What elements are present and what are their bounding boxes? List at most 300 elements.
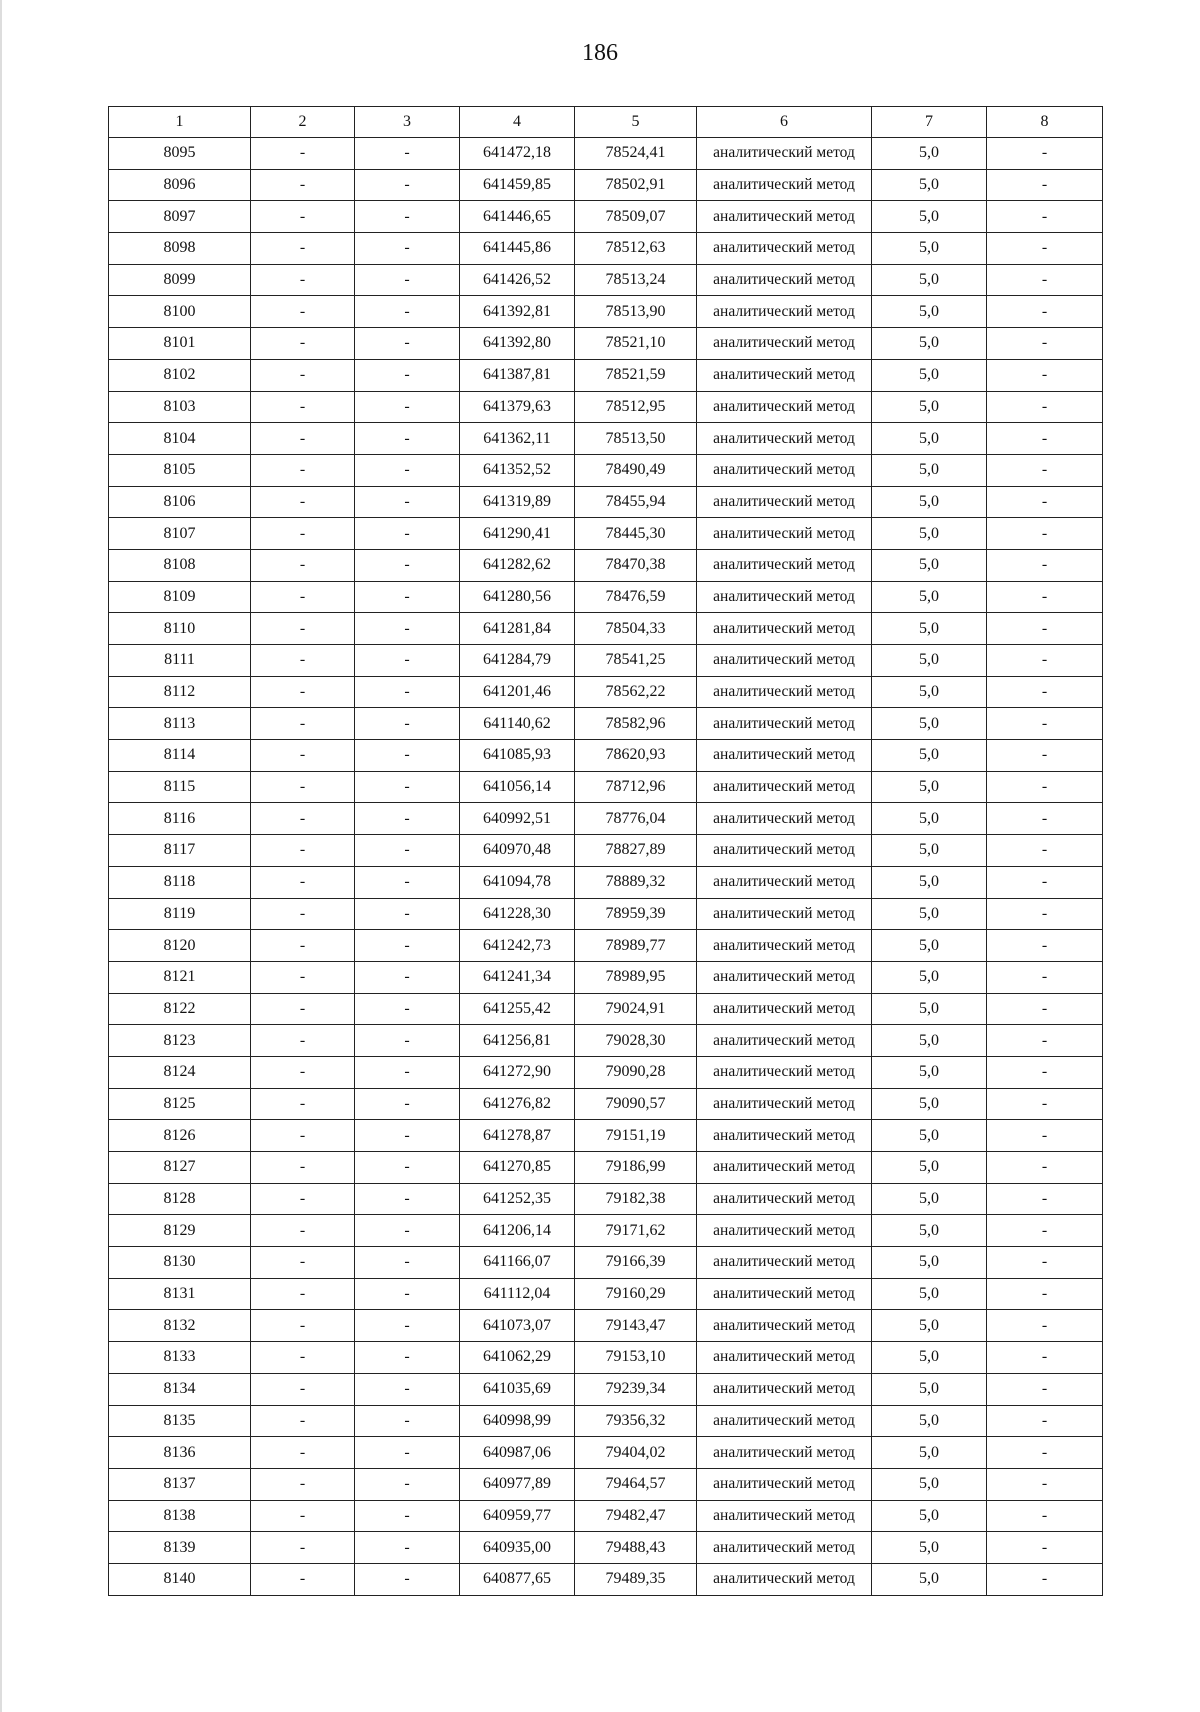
cell-col-3: - bbox=[355, 1437, 460, 1469]
cell-col-2: - bbox=[251, 201, 355, 233]
table-row bbox=[109, 1183, 1103, 1215]
cell-col-2: - bbox=[251, 613, 355, 645]
table-header bbox=[109, 107, 1103, 138]
cell-point-number: 8098 bbox=[109, 233, 251, 265]
cell-coord-x: 641201,46 bbox=[460, 676, 575, 708]
cell-method: аналитический метод bbox=[697, 866, 872, 898]
cell-accuracy: 5,0 bbox=[872, 328, 987, 360]
cell-method: аналитический метод bbox=[697, 993, 872, 1025]
cell-coord-x: 641472,18 bbox=[460, 138, 575, 170]
cell-point-number: 8133 bbox=[109, 1342, 251, 1374]
cell-col-8: - bbox=[987, 898, 1103, 930]
cell-col-2: - bbox=[251, 296, 355, 328]
cell-method: аналитический метод bbox=[697, 1056, 872, 1088]
cell-col-8: - bbox=[987, 613, 1103, 645]
cell-coord-y: 78541,25 bbox=[575, 645, 697, 677]
table-row bbox=[109, 138, 1103, 170]
cell-coord-x: 641276,82 bbox=[460, 1088, 575, 1120]
column-header-6: 6 bbox=[697, 107, 872, 138]
cell-col-3: - bbox=[355, 676, 460, 708]
page-number: 186 bbox=[582, 40, 618, 66]
cell-coord-x: 641392,81 bbox=[460, 296, 575, 328]
cell-coord-x: 641362,11 bbox=[460, 423, 575, 455]
cell-col-3: - bbox=[355, 169, 460, 201]
cell-coord-y: 79028,30 bbox=[575, 1025, 697, 1057]
cell-accuracy: 5,0 bbox=[872, 1183, 987, 1215]
cell-method: аналитический метод bbox=[697, 803, 872, 835]
cell-point-number: 8109 bbox=[109, 581, 251, 613]
cell-point-number: 8122 bbox=[109, 993, 251, 1025]
cell-point-number: 8132 bbox=[109, 1310, 251, 1342]
cell-point-number: 8121 bbox=[109, 961, 251, 993]
cell-coord-y: 79166,39 bbox=[575, 1247, 697, 1279]
cell-coord-x: 641056,14 bbox=[460, 771, 575, 803]
table-row bbox=[109, 518, 1103, 550]
cell-method: аналитический метод bbox=[697, 264, 872, 296]
column-header-8: 8 bbox=[987, 107, 1103, 138]
cell-point-number: 8128 bbox=[109, 1183, 251, 1215]
cell-col-2: - bbox=[251, 740, 355, 772]
cell-coord-x: 641290,41 bbox=[460, 518, 575, 550]
cell-method: аналитический метод bbox=[697, 1310, 872, 1342]
table-row bbox=[109, 391, 1103, 423]
cell-point-number: 8138 bbox=[109, 1500, 251, 1532]
table-body bbox=[109, 138, 1103, 1596]
cell-method: аналитический метод bbox=[697, 708, 872, 740]
cell-col-8: - bbox=[987, 138, 1103, 170]
table-row bbox=[109, 486, 1103, 518]
cell-col-3: - bbox=[355, 1278, 460, 1310]
table-row bbox=[109, 454, 1103, 486]
cell-col-3: - bbox=[355, 1056, 460, 1088]
cell-method: аналитический метод bbox=[697, 835, 872, 867]
cell-col-8: - bbox=[987, 581, 1103, 613]
cell-coord-x: 641280,56 bbox=[460, 581, 575, 613]
cell-col-8: - bbox=[987, 423, 1103, 455]
cell-coord-y: 79356,32 bbox=[575, 1405, 697, 1437]
cell-point-number: 8130 bbox=[109, 1247, 251, 1279]
cell-method: аналитический метод bbox=[697, 898, 872, 930]
cell-col-8: - bbox=[987, 1373, 1103, 1405]
cell-accuracy: 5,0 bbox=[872, 296, 987, 328]
cell-col-2: - bbox=[251, 581, 355, 613]
cell-accuracy: 5,0 bbox=[872, 423, 987, 455]
cell-coord-x: 641284,79 bbox=[460, 645, 575, 677]
table-row bbox=[109, 264, 1103, 296]
cell-point-number: 8111 bbox=[109, 645, 251, 677]
cell-coord-y: 78521,59 bbox=[575, 359, 697, 391]
cell-col-3: - bbox=[355, 1215, 460, 1247]
cell-method: аналитический метод bbox=[697, 1215, 872, 1247]
cell-col-2: - bbox=[251, 518, 355, 550]
cell-col-8: - bbox=[987, 1025, 1103, 1057]
cell-col-8: - bbox=[987, 993, 1103, 1025]
cell-coord-x: 641319,89 bbox=[460, 486, 575, 518]
cell-method: аналитический метод bbox=[697, 613, 872, 645]
cell-col-2: - bbox=[251, 1405, 355, 1437]
cell-col-3: - bbox=[355, 518, 460, 550]
cell-accuracy: 5,0 bbox=[872, 866, 987, 898]
cell-col-2: - bbox=[251, 138, 355, 170]
table-row bbox=[109, 1563, 1103, 1595]
cell-point-number: 8113 bbox=[109, 708, 251, 740]
cell-method: аналитический метод bbox=[697, 1437, 872, 1469]
table-row bbox=[109, 359, 1103, 391]
cell-coord-y: 79153,10 bbox=[575, 1342, 697, 1374]
cell-coord-y: 79090,28 bbox=[575, 1056, 697, 1088]
cell-col-2: - bbox=[251, 676, 355, 708]
cell-col-2: - bbox=[251, 866, 355, 898]
cell-col-8: - bbox=[987, 1563, 1103, 1595]
table-row bbox=[109, 423, 1103, 455]
cell-coord-y: 78513,50 bbox=[575, 423, 697, 455]
cell-col-3: - bbox=[355, 1120, 460, 1152]
table-row bbox=[109, 328, 1103, 360]
cell-method: аналитический метод bbox=[697, 391, 872, 423]
cell-accuracy: 5,0 bbox=[872, 708, 987, 740]
cell-col-2: - bbox=[251, 1278, 355, 1310]
cell-point-number: 8131 bbox=[109, 1278, 251, 1310]
cell-col-8: - bbox=[987, 359, 1103, 391]
column-header-5: 5 bbox=[575, 107, 697, 138]
cell-col-8: - bbox=[987, 1278, 1103, 1310]
cell-coord-x: 641278,87 bbox=[460, 1120, 575, 1152]
cell-col-8: - bbox=[987, 549, 1103, 581]
cell-col-2: - bbox=[251, 708, 355, 740]
table-row bbox=[109, 1405, 1103, 1437]
column-header-2: 2 bbox=[251, 107, 355, 138]
cell-point-number: 8108 bbox=[109, 549, 251, 581]
table-row bbox=[109, 1025, 1103, 1057]
cell-accuracy: 5,0 bbox=[872, 1468, 987, 1500]
cell-col-8: - bbox=[987, 518, 1103, 550]
cell-accuracy: 5,0 bbox=[872, 201, 987, 233]
cell-point-number: 8105 bbox=[109, 454, 251, 486]
cell-col-8: - bbox=[987, 676, 1103, 708]
cell-col-3: - bbox=[355, 1532, 460, 1564]
table-row bbox=[109, 1342, 1103, 1374]
cell-coord-x: 640998,99 bbox=[460, 1405, 575, 1437]
cell-point-number: 8119 bbox=[109, 898, 251, 930]
cell-method: аналитический метод bbox=[697, 1563, 872, 1595]
cell-accuracy: 5,0 bbox=[872, 771, 987, 803]
cell-coord-y: 79186,99 bbox=[575, 1152, 697, 1184]
cell-col-8: - bbox=[987, 1088, 1103, 1120]
cell-point-number: 8106 bbox=[109, 486, 251, 518]
cell-coord-x: 640959,77 bbox=[460, 1500, 575, 1532]
cell-col-8: - bbox=[987, 708, 1103, 740]
cell-accuracy: 5,0 bbox=[872, 454, 987, 486]
cell-col-2: - bbox=[251, 803, 355, 835]
cell-coord-x: 641112,04 bbox=[460, 1278, 575, 1310]
cell-coord-x: 641445,86 bbox=[460, 233, 575, 265]
cell-col-8: - bbox=[987, 1152, 1103, 1184]
cell-accuracy: 5,0 bbox=[872, 1373, 987, 1405]
cell-coord-y: 78827,89 bbox=[575, 835, 697, 867]
table-row bbox=[109, 961, 1103, 993]
cell-coord-x: 641242,73 bbox=[460, 930, 575, 962]
table-row bbox=[109, 898, 1103, 930]
cell-point-number: 8136 bbox=[109, 1437, 251, 1469]
cell-point-number: 8110 bbox=[109, 613, 251, 645]
cell-accuracy: 5,0 bbox=[872, 613, 987, 645]
cell-coord-y: 78512,95 bbox=[575, 391, 697, 423]
cell-accuracy: 5,0 bbox=[872, 518, 987, 550]
table-row bbox=[109, 1088, 1103, 1120]
cell-coord-y: 79489,35 bbox=[575, 1563, 697, 1595]
cell-coord-x: 641281,84 bbox=[460, 613, 575, 645]
cell-coord-y: 79090,57 bbox=[575, 1088, 697, 1120]
cell-coord-y: 79404,02 bbox=[575, 1437, 697, 1469]
cell-coord-y: 79024,91 bbox=[575, 993, 697, 1025]
cell-method: аналитический метод bbox=[697, 1247, 872, 1279]
cell-col-2: - bbox=[251, 391, 355, 423]
cell-point-number: 8103 bbox=[109, 391, 251, 423]
table-row bbox=[109, 835, 1103, 867]
cell-point-number: 8102 bbox=[109, 359, 251, 391]
cell-method: аналитический метод bbox=[697, 581, 872, 613]
cell-col-8: - bbox=[987, 1468, 1103, 1500]
cell-col-2: - bbox=[251, 1563, 355, 1595]
cell-method: аналитический метод bbox=[697, 486, 872, 518]
table-row bbox=[109, 233, 1103, 265]
cell-col-8: - bbox=[987, 1247, 1103, 1279]
cell-col-2: - bbox=[251, 423, 355, 455]
cell-accuracy: 5,0 bbox=[872, 645, 987, 677]
cell-method: аналитический метод bbox=[697, 1025, 872, 1057]
cell-method: аналитический метод bbox=[697, 233, 872, 265]
cell-col-8: - bbox=[987, 1056, 1103, 1088]
cell-col-3: - bbox=[355, 201, 460, 233]
cell-point-number: 8126 bbox=[109, 1120, 251, 1152]
cell-coord-x: 641085,93 bbox=[460, 740, 575, 772]
cell-method: аналитический метод bbox=[697, 1373, 872, 1405]
cell-accuracy: 5,0 bbox=[872, 138, 987, 170]
cell-point-number: 8107 bbox=[109, 518, 251, 550]
cell-method: аналитический метод bbox=[697, 518, 872, 550]
cell-col-3: - bbox=[355, 391, 460, 423]
cell-point-number: 8134 bbox=[109, 1373, 251, 1405]
cell-method: аналитический метод bbox=[697, 423, 872, 455]
cell-coord-y: 79151,19 bbox=[575, 1120, 697, 1152]
cell-col-8: - bbox=[987, 296, 1103, 328]
cell-point-number: 8116 bbox=[109, 803, 251, 835]
cell-point-number: 8118 bbox=[109, 866, 251, 898]
cell-method: аналитический метод bbox=[697, 1500, 872, 1532]
scan-edge-shadow bbox=[0, 0, 2, 1712]
cell-coord-x: 641282,62 bbox=[460, 549, 575, 581]
cell-point-number: 8117 bbox=[109, 835, 251, 867]
cell-point-number: 8139 bbox=[109, 1532, 251, 1564]
header-row bbox=[109, 107, 1103, 138]
cell-col-2: - bbox=[251, 1215, 355, 1247]
cell-accuracy: 5,0 bbox=[872, 169, 987, 201]
cell-accuracy: 5,0 bbox=[872, 1152, 987, 1184]
cell-accuracy: 5,0 bbox=[872, 835, 987, 867]
cell-coord-y: 79160,29 bbox=[575, 1278, 697, 1310]
cell-accuracy: 5,0 bbox=[872, 803, 987, 835]
cell-coord-x: 641062,29 bbox=[460, 1342, 575, 1374]
cell-point-number: 8096 bbox=[109, 169, 251, 201]
cell-method: аналитический метод bbox=[697, 930, 872, 962]
cell-coord-y: 79171,62 bbox=[575, 1215, 697, 1247]
cell-point-number: 8135 bbox=[109, 1405, 251, 1437]
cell-method: аналитический метод bbox=[697, 1183, 872, 1215]
cell-col-2: - bbox=[251, 1532, 355, 1564]
cell-col-2: - bbox=[251, 961, 355, 993]
table-row bbox=[109, 1278, 1103, 1310]
cell-col-3: - bbox=[355, 486, 460, 518]
cell-method: аналитический метод bbox=[697, 1278, 872, 1310]
cell-point-number: 8104 bbox=[109, 423, 251, 455]
cell-accuracy: 5,0 bbox=[872, 391, 987, 423]
cell-coord-y: 78445,30 bbox=[575, 518, 697, 550]
cell-point-number: 8120 bbox=[109, 930, 251, 962]
table-row bbox=[109, 866, 1103, 898]
cell-accuracy: 5,0 bbox=[872, 1247, 987, 1279]
cell-col-8: - bbox=[987, 1532, 1103, 1564]
cell-col-8: - bbox=[987, 645, 1103, 677]
cell-accuracy: 5,0 bbox=[872, 898, 987, 930]
cell-col-3: - bbox=[355, 328, 460, 360]
table-row bbox=[109, 296, 1103, 328]
cell-coord-x: 641241,34 bbox=[460, 961, 575, 993]
table-row bbox=[109, 676, 1103, 708]
cell-coord-y: 78889,32 bbox=[575, 866, 697, 898]
cell-accuracy: 5,0 bbox=[872, 1088, 987, 1120]
cell-point-number: 8097 bbox=[109, 201, 251, 233]
cell-col-8: - bbox=[987, 1405, 1103, 1437]
cell-point-number: 8112 bbox=[109, 676, 251, 708]
cell-col-3: - bbox=[355, 771, 460, 803]
cell-col-2: - bbox=[251, 1183, 355, 1215]
table-row bbox=[109, 201, 1103, 233]
cell-accuracy: 5,0 bbox=[872, 1563, 987, 1595]
cell-accuracy: 5,0 bbox=[872, 1342, 987, 1374]
cell-method: аналитический метод bbox=[697, 676, 872, 708]
cell-col-3: - bbox=[355, 1563, 460, 1595]
cell-coord-x: 641255,42 bbox=[460, 993, 575, 1025]
cell-coord-y: 78513,24 bbox=[575, 264, 697, 296]
cell-coord-y: 78509,07 bbox=[575, 201, 697, 233]
cell-col-2: - bbox=[251, 645, 355, 677]
cell-coord-x: 641256,81 bbox=[460, 1025, 575, 1057]
cell-col-3: - bbox=[355, 898, 460, 930]
cell-method: аналитический метод bbox=[697, 1405, 872, 1437]
cell-method: аналитический метод bbox=[697, 1468, 872, 1500]
cell-accuracy: 5,0 bbox=[872, 1025, 987, 1057]
cell-col-2: - bbox=[251, 328, 355, 360]
table-row bbox=[109, 1500, 1103, 1532]
cell-col-2: - bbox=[251, 359, 355, 391]
cell-point-number: 8140 bbox=[109, 1563, 251, 1595]
cell-accuracy: 5,0 bbox=[872, 359, 987, 391]
column-header-4: 4 bbox=[460, 107, 575, 138]
cell-method: аналитический метод bbox=[697, 1152, 872, 1184]
column-header-7: 7 bbox=[872, 107, 987, 138]
cell-accuracy: 5,0 bbox=[872, 1437, 987, 1469]
cell-col-3: - bbox=[355, 645, 460, 677]
table-row bbox=[109, 740, 1103, 772]
cell-point-number: 8100 bbox=[109, 296, 251, 328]
cell-method: аналитический метод bbox=[697, 1088, 872, 1120]
cell-coord-x: 641272,90 bbox=[460, 1056, 575, 1088]
cell-accuracy: 5,0 bbox=[872, 1278, 987, 1310]
cell-coord-y: 79482,47 bbox=[575, 1500, 697, 1532]
cell-coord-y: 78455,94 bbox=[575, 486, 697, 518]
cell-coord-y: 78504,33 bbox=[575, 613, 697, 645]
cell-coord-y: 78512,63 bbox=[575, 233, 697, 265]
cell-coord-x: 640977,89 bbox=[460, 1468, 575, 1500]
cell-method: аналитический метод bbox=[697, 1532, 872, 1564]
cell-col-2: - bbox=[251, 1152, 355, 1184]
cell-col-8: - bbox=[987, 1500, 1103, 1532]
cell-col-3: - bbox=[355, 1247, 460, 1279]
cell-method: аналитический метод bbox=[697, 771, 872, 803]
cell-method: аналитический метод bbox=[697, 359, 872, 391]
cell-accuracy: 5,0 bbox=[872, 1056, 987, 1088]
cell-coord-x: 641252,35 bbox=[460, 1183, 575, 1215]
cell-coord-y: 78470,38 bbox=[575, 549, 697, 581]
cell-method: аналитический метод bbox=[697, 549, 872, 581]
cell-col-8: - bbox=[987, 328, 1103, 360]
cell-method: аналитический метод bbox=[697, 454, 872, 486]
cell-col-8: - bbox=[987, 961, 1103, 993]
cell-accuracy: 5,0 bbox=[872, 1215, 987, 1247]
cell-coord-y: 78562,22 bbox=[575, 676, 697, 708]
cell-coord-y: 78521,10 bbox=[575, 328, 697, 360]
cell-col-8: - bbox=[987, 233, 1103, 265]
cell-col-2: - bbox=[251, 1468, 355, 1500]
cell-point-number: 8129 bbox=[109, 1215, 251, 1247]
cell-col-2: - bbox=[251, 930, 355, 962]
cell-coord-y: 78490,49 bbox=[575, 454, 697, 486]
cell-accuracy: 5,0 bbox=[872, 993, 987, 1025]
cell-coord-y: 79143,47 bbox=[575, 1310, 697, 1342]
cell-col-8: - bbox=[987, 264, 1103, 296]
cell-col-8: - bbox=[987, 803, 1103, 835]
cell-coord-x: 641094,78 bbox=[460, 866, 575, 898]
cell-col-2: - bbox=[251, 264, 355, 296]
cell-col-8: - bbox=[987, 1120, 1103, 1152]
cell-col-8: - bbox=[987, 1215, 1103, 1247]
cell-coord-x: 641140,62 bbox=[460, 708, 575, 740]
cell-coord-x: 640935,00 bbox=[460, 1532, 575, 1564]
cell-col-3: - bbox=[355, 803, 460, 835]
cell-coord-x: 641446,65 bbox=[460, 201, 575, 233]
cell-col-3: - bbox=[355, 233, 460, 265]
cell-coord-x: 640877,65 bbox=[460, 1563, 575, 1595]
cell-col-2: - bbox=[251, 1373, 355, 1405]
cell-coord-y: 78959,39 bbox=[575, 898, 697, 930]
cell-coord-x: 641392,80 bbox=[460, 328, 575, 360]
cell-coord-x: 641270,85 bbox=[460, 1152, 575, 1184]
cell-col-8: - bbox=[987, 201, 1103, 233]
cell-col-3: - bbox=[355, 1183, 460, 1215]
table-row bbox=[109, 1120, 1103, 1152]
table-row bbox=[109, 549, 1103, 581]
cell-point-number: 8125 bbox=[109, 1088, 251, 1120]
cell-coord-x: 640992,51 bbox=[460, 803, 575, 835]
cell-accuracy: 5,0 bbox=[872, 549, 987, 581]
cell-coord-y: 78989,77 bbox=[575, 930, 697, 962]
cell-col-8: - bbox=[987, 486, 1103, 518]
cell-col-3: - bbox=[355, 740, 460, 772]
cell-col-2: - bbox=[251, 1025, 355, 1057]
cell-coord-x: 641073,07 bbox=[460, 1310, 575, 1342]
cell-col-2: - bbox=[251, 1120, 355, 1152]
cell-col-2: - bbox=[251, 1056, 355, 1088]
